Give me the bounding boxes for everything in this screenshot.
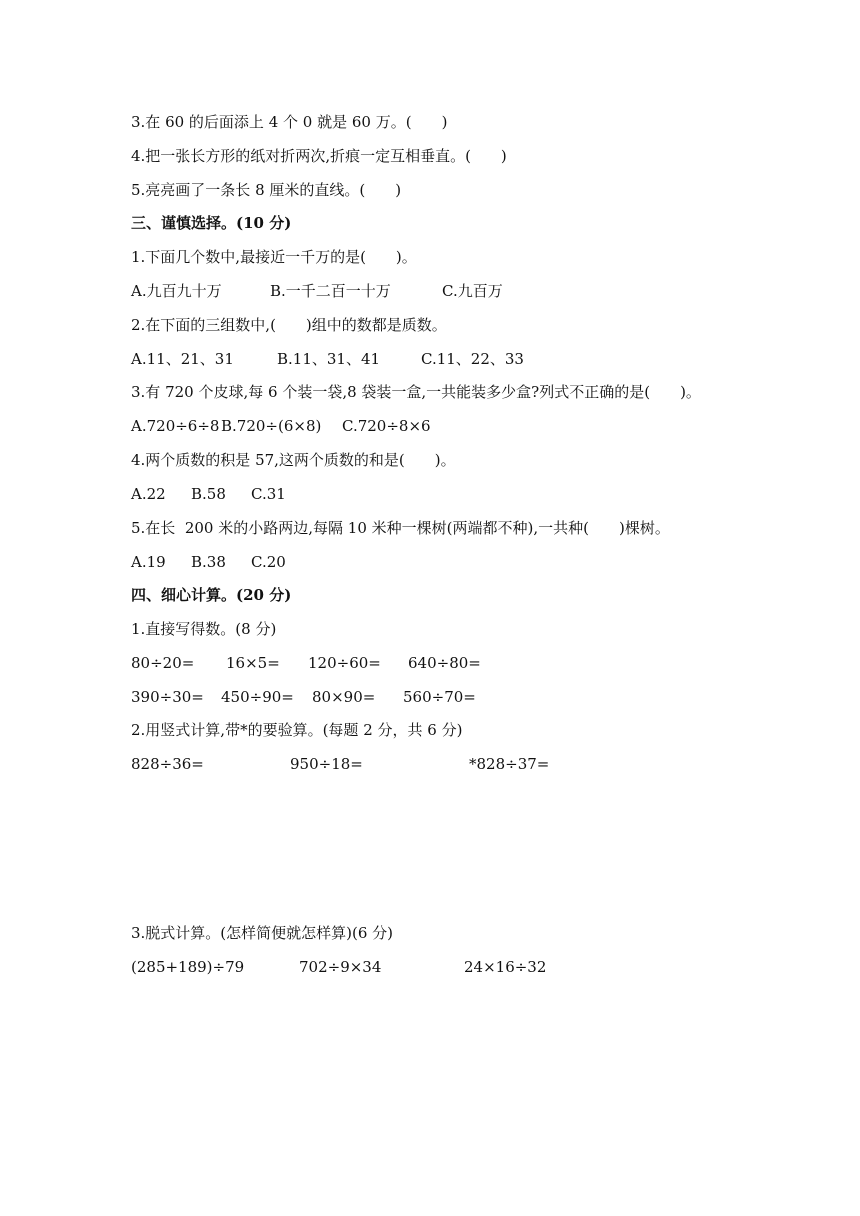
judge-question-3: 3.在 60 的后面添上 4 个 0 就是 60 万。( ): [131, 113, 448, 131]
oral-calc-item: 640÷80=: [408, 654, 481, 672]
choice-q1-option-b: B.一千二百一十万: [270, 282, 391, 300]
vertical-calc-item: 950÷18=: [290, 755, 363, 773]
choice-question-3: 3.有 720 个皮球,每 6 个装一袋,8 袋装一盒,一共能装多少盒?列式不正确的是( )。: [131, 383, 701, 401]
judge-question-4: 4.把一张长方形的纸对折两次,折痕一定互相垂直。( ): [131, 147, 507, 165]
choice-q3-option-b: B.720÷(6×8): [221, 417, 322, 435]
vertical-calc-item: 828÷36=: [131, 755, 204, 773]
calc-part-2-title: 2.用竖式计算,带*的要验算。(每题 2 分，共 6 分): [131, 721, 463, 739]
choice-question-2: 2.在下面的三组数中,( )组中的数都是质数。: [131, 316, 447, 334]
calc-part-3-title: 3.脱式计算。(怎样简便就怎样算)(6 分): [131, 924, 394, 942]
calc-part-1-title: 1.直接写得数。(8 分): [131, 620, 277, 638]
choice-q5-option-a: A.19: [131, 553, 166, 571]
vertical-calc-item: *828÷37=: [469, 755, 550, 773]
oral-calc-item: 560÷70=: [403, 688, 476, 706]
step-calc-item: 24×16÷32: [464, 958, 547, 976]
oral-calc-item: 80×90=: [312, 688, 376, 706]
judge-question-5: 5.亮亮画了一条长 8 厘米的直线。( ): [131, 181, 402, 199]
oral-calc-item: 16×5=: [226, 654, 280, 672]
oral-calc-item: 120÷60=: [308, 654, 381, 672]
choice-q4-option-b: B.58: [191, 485, 226, 503]
choice-q2-option-c: C.11、22、33: [421, 350, 524, 368]
step-calc-item: 702÷9×34: [299, 958, 382, 976]
choice-question-1: 1.下面几个数中,最接近一千万的是( )。: [131, 248, 417, 266]
choice-q1-option-a: A.九百九十万: [131, 282, 222, 300]
choice-q4-option-c: C.31: [251, 485, 286, 503]
choice-q2-option-b: B.11、31、41: [277, 350, 381, 368]
oral-calc-item: 450÷90=: [221, 688, 294, 706]
choice-question-4: 4.两个质数的积是 57,这两个质数的和是( )。: [131, 451, 456, 469]
choice-q3-option-c: C.720÷8×6: [342, 417, 431, 435]
section-heading-choice: 三、谨慎选择。(10 分): [131, 214, 292, 232]
oral-calc-item: 80÷20=: [131, 654, 195, 672]
choice-q4-option-a: A.22: [131, 485, 166, 503]
choice-question-5: 5.在长 200 米的小路两边,每隔 10 米种一棵树(两端都不种),一共种( )棵树。: [131, 519, 670, 537]
choice-q5-option-c: C.20: [251, 553, 286, 571]
choice-q5-option-b: B.38: [191, 553, 226, 571]
oral-calc-item: 390÷30=: [131, 688, 204, 706]
choice-q3-option-a: A.720÷6÷8: [131, 417, 220, 435]
choice-q1-option-c: C.九百万: [442, 282, 503, 300]
step-calc-item: (285+189)÷79: [131, 958, 245, 976]
section-heading-calc: 四、细心计算。(20 分): [131, 586, 292, 604]
choice-q2-option-a: A.11、21、31: [131, 350, 234, 368]
